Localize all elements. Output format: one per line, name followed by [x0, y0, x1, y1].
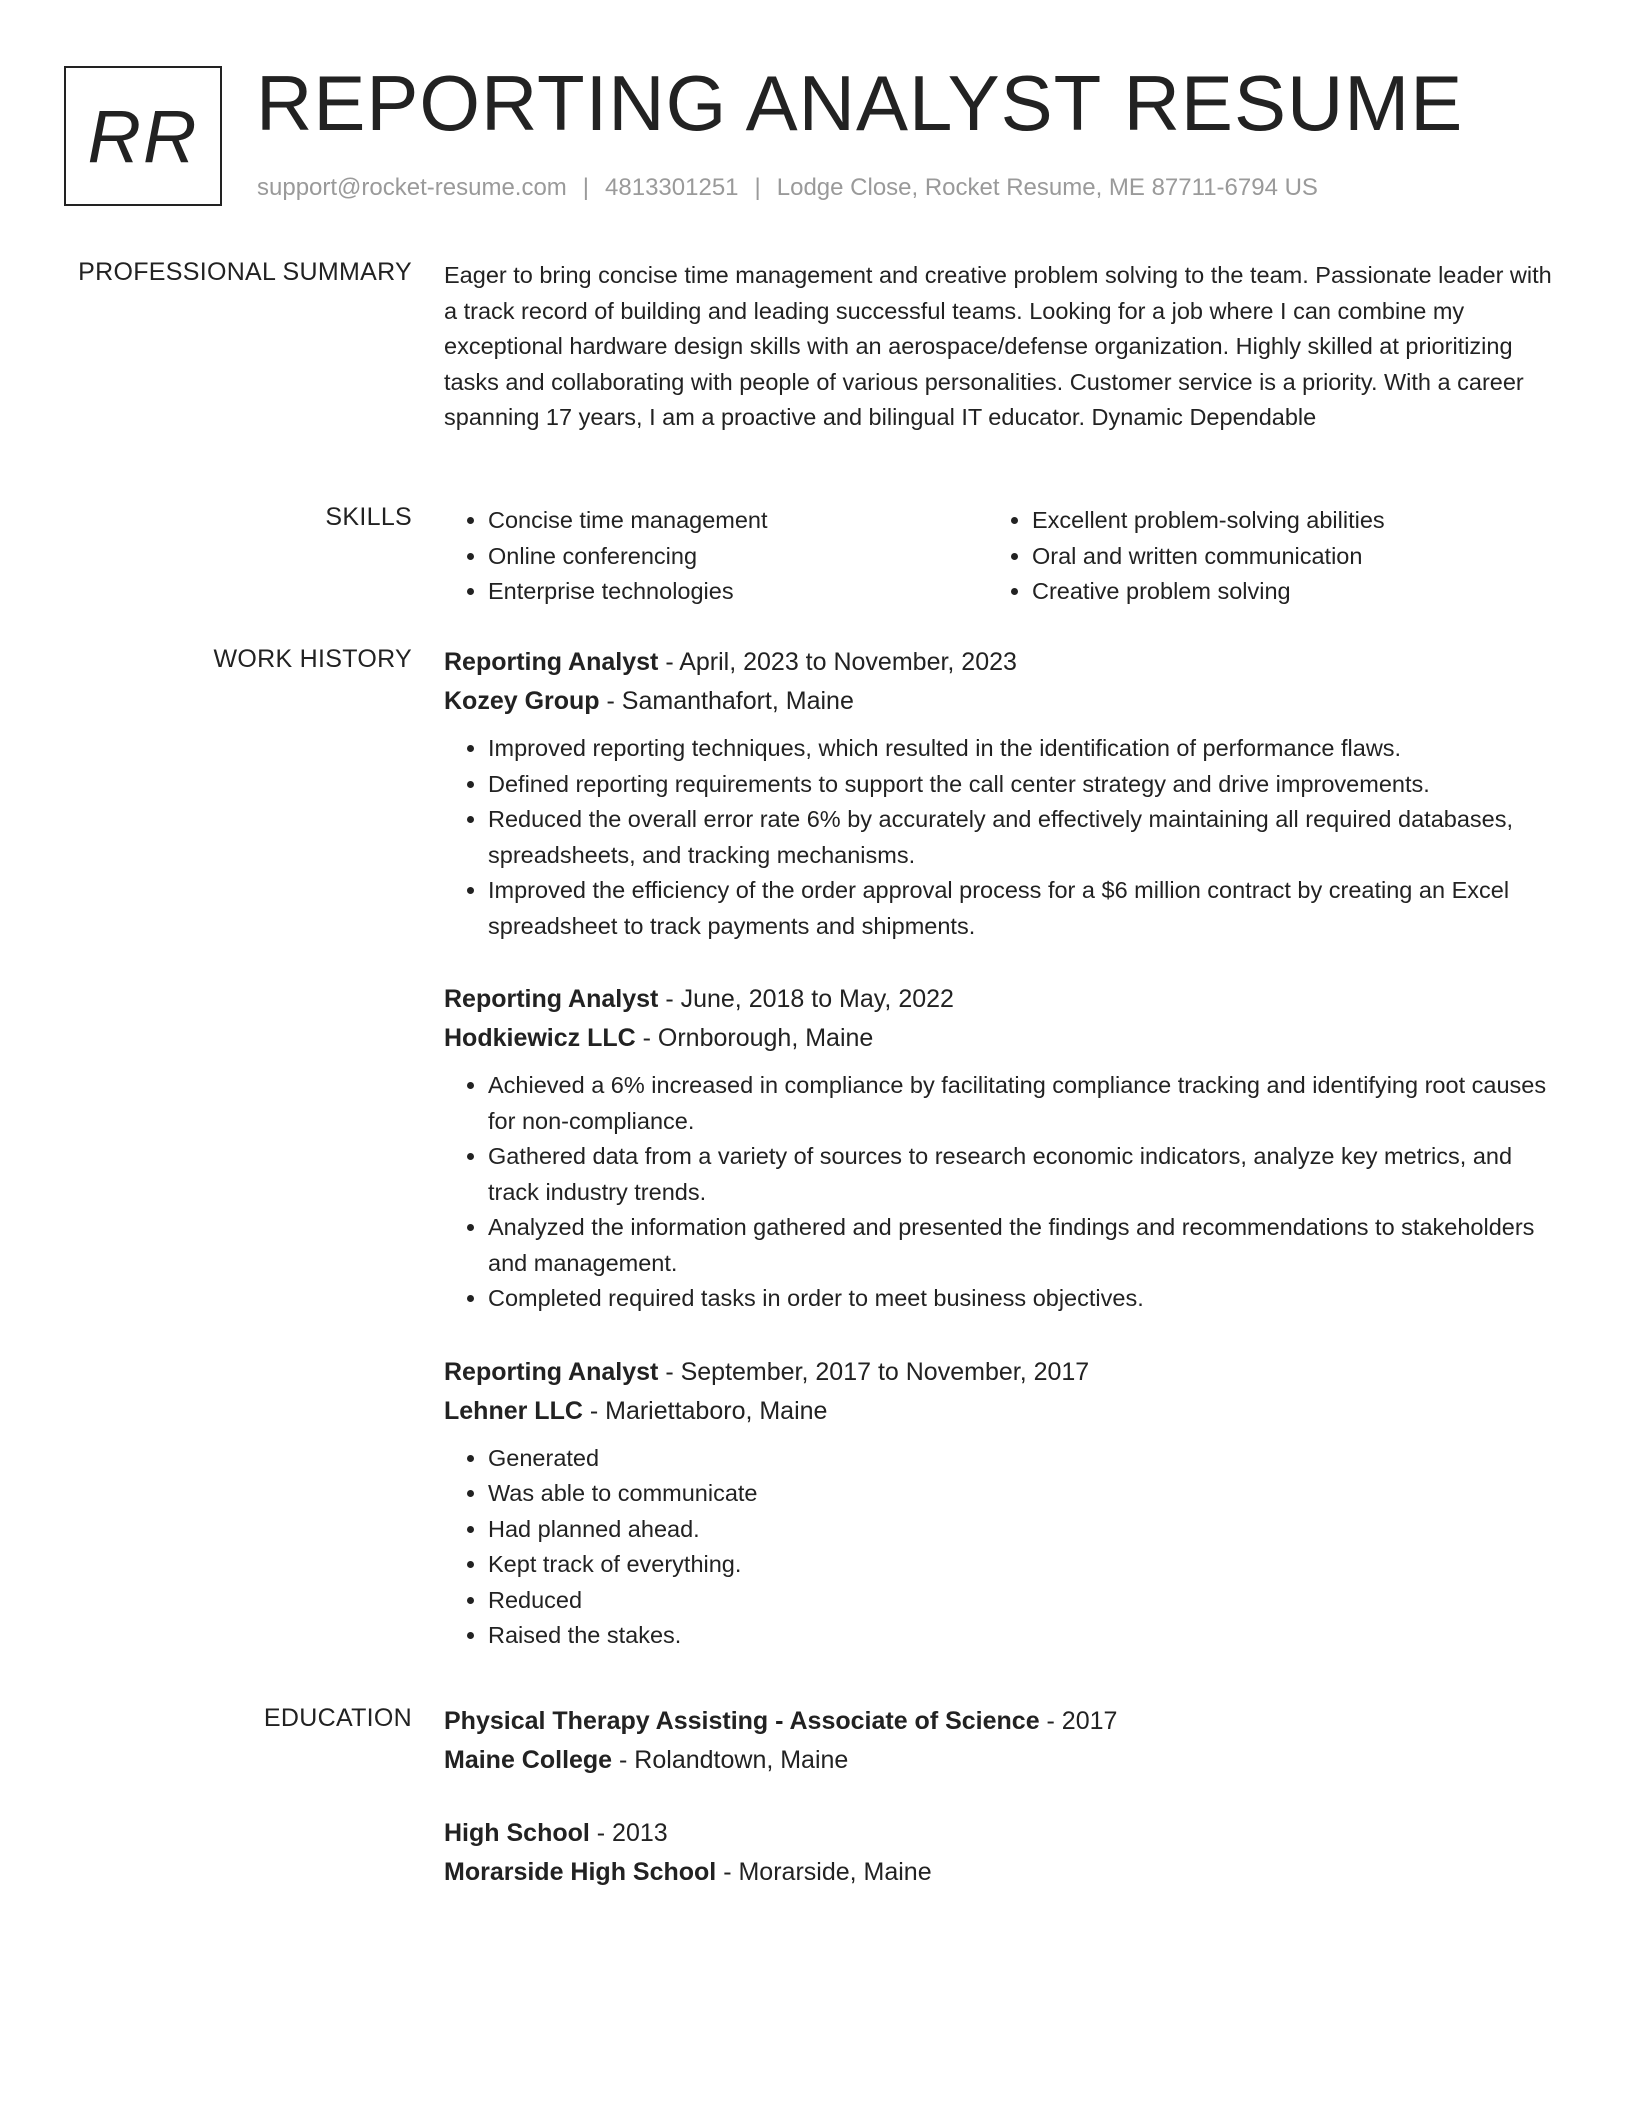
education-entry — [444, 1814, 1564, 1892]
resume-header — [64, 59, 1632, 214]
summary-heading: PROFESSIONAL SUMMARY — [78, 258, 412, 286]
job-company: Lehner LLC — [444, 1396, 583, 1425]
monogram-box: RR — [64, 66, 222, 206]
contact-line — [257, 174, 1318, 202]
job-bullet: • Raised the stakes. — [488, 1618, 1564, 1654]
work-history-heading: WORK HISTORY — [213, 645, 412, 673]
education-year: - 2013 — [589, 1819, 668, 1847]
job-title: Reporting Analyst — [444, 648, 659, 676]
job-bullet: • Improved reporting techniques, which resulted in the identification of performance flaws. — [488, 731, 1564, 767]
skill-item: • Online conferencing — [488, 539, 988, 575]
job-location: - Mariettaboro, Maine — [582, 1396, 828, 1425]
skill-item: • Oral and written communication — [1032, 539, 1532, 575]
job-bullets — [444, 1441, 1564, 1654]
job-bullet: • Gathered data from a variety of sources to research economic indicators, analyze key metrics, and track industry trends. — [488, 1139, 1564, 1210]
job-title: Reporting Analyst — [444, 985, 659, 1013]
job-bullets — [444, 1068, 1564, 1317]
job-bullet: • Had planned ahead. — [488, 1512, 1564, 1548]
summary-text: Eager to bring concise time management and creative problem solving to the team. Passionate leader with a track record of building and leading successful teams. Looking for a job where I can combine my exceptional hardware design skills with an aerospace/defense organization. Highly skilled at prioritizing tasks and collaborating with people of various personalities. Customer service is a priority. With a career spanning 17 years, I am a proactive and bilingual IT educator. Dynamic Dependable — [444, 262, 1552, 430]
education-degree: High School — [444, 1819, 590, 1847]
job-bullet: • Kept track of everything. — [488, 1547, 1564, 1583]
education-entry — [444, 1702, 1564, 1780]
job-dates: - September, 2017 to November, 2017 — [658, 1357, 1090, 1386]
job-bullet: • Generated — [488, 1441, 1564, 1477]
education-heading: EDUCATION — [263, 1704, 412, 1732]
contact-email: support@rocket-resume.com — [257, 174, 567, 201]
education-location: - Rolandtown, Maine — [612, 1746, 849, 1774]
education-school: Maine College — [444, 1746, 613, 1774]
job-bullet: • Was able to communicate — [488, 1476, 1564, 1512]
job-dates: - April, 2023 to November, 2023 — [658, 648, 1017, 676]
skill-item: • Creative problem solving — [1032, 574, 1532, 610]
education-school: Morarside High School — [444, 1858, 717, 1886]
skills-list — [444, 503, 1564, 610]
job-bullet: • Achieved a 6% increased in compliance by facilitating compliance tracking and identifying root causes for non-compliance. — [488, 1068, 1564, 1139]
job-dates: - June, 2018 to May, 2022 — [658, 985, 954, 1013]
job-entry — [444, 643, 1564, 944]
skill-item: • Excellent problem-solving abilities — [1032, 503, 1532, 539]
job-company: Kozey Group — [444, 687, 600, 715]
skill-item: • Enterprise technologies — [488, 574, 988, 610]
education-year: - 2017 — [1039, 1707, 1118, 1735]
contact-separator: | — [582, 174, 590, 201]
education-location: - Morarside, Maine — [716, 1858, 932, 1886]
skills-heading: SKILLS — [325, 503, 412, 531]
job-entry — [444, 1353, 1564, 1654]
job-bullet: • Improved the efficiency of the order approval process for a $6 million contract by creating an Excel spreadsheet to track payments and shipments. — [488, 873, 1564, 944]
job-bullet: • Completed required tasks in order to meet business objectives. — [488, 1281, 1564, 1317]
job-bullet: • Reduced — [488, 1583, 1564, 1619]
job-bullet: • Reduced the overall error rate 6% by accurately and effectively maintaining all required databases, spreadsheets, and tracking mechanisms. — [488, 802, 1564, 873]
job-entry — [444, 980, 1564, 1317]
education-degree: Physical Therapy Assisting - Associate of Science — [444, 1707, 1040, 1735]
job-bullet: • Defined reporting requirements to support the call center strategy and drive improvements. — [488, 767, 1564, 803]
job-company: Hodkiewicz LLC — [444, 1024, 636, 1052]
job-location: - Samanthafort, Maine — [599, 687, 854, 715]
contact-separator: | — [754, 174, 761, 201]
contact-address: Lodge Close, Rocket Resume, ME 87711-6794 US — [776, 174, 1318, 201]
skill-item: • Concise time management — [488, 503, 988, 539]
job-title: Reporting Analyst — [444, 1357, 659, 1386]
contact-phone: 4813301251 — [605, 174, 739, 201]
job-bullets — [444, 731, 1564, 944]
resume-title: REPORTING ANALYST RESUME — [256, 59, 1464, 147]
job-bullet: • Analyzed the information gathered and presented the findings and recommendations to stakeholders and management. — [488, 1210, 1564, 1281]
job-location: - Ornborough, Maine — [635, 1024, 874, 1052]
